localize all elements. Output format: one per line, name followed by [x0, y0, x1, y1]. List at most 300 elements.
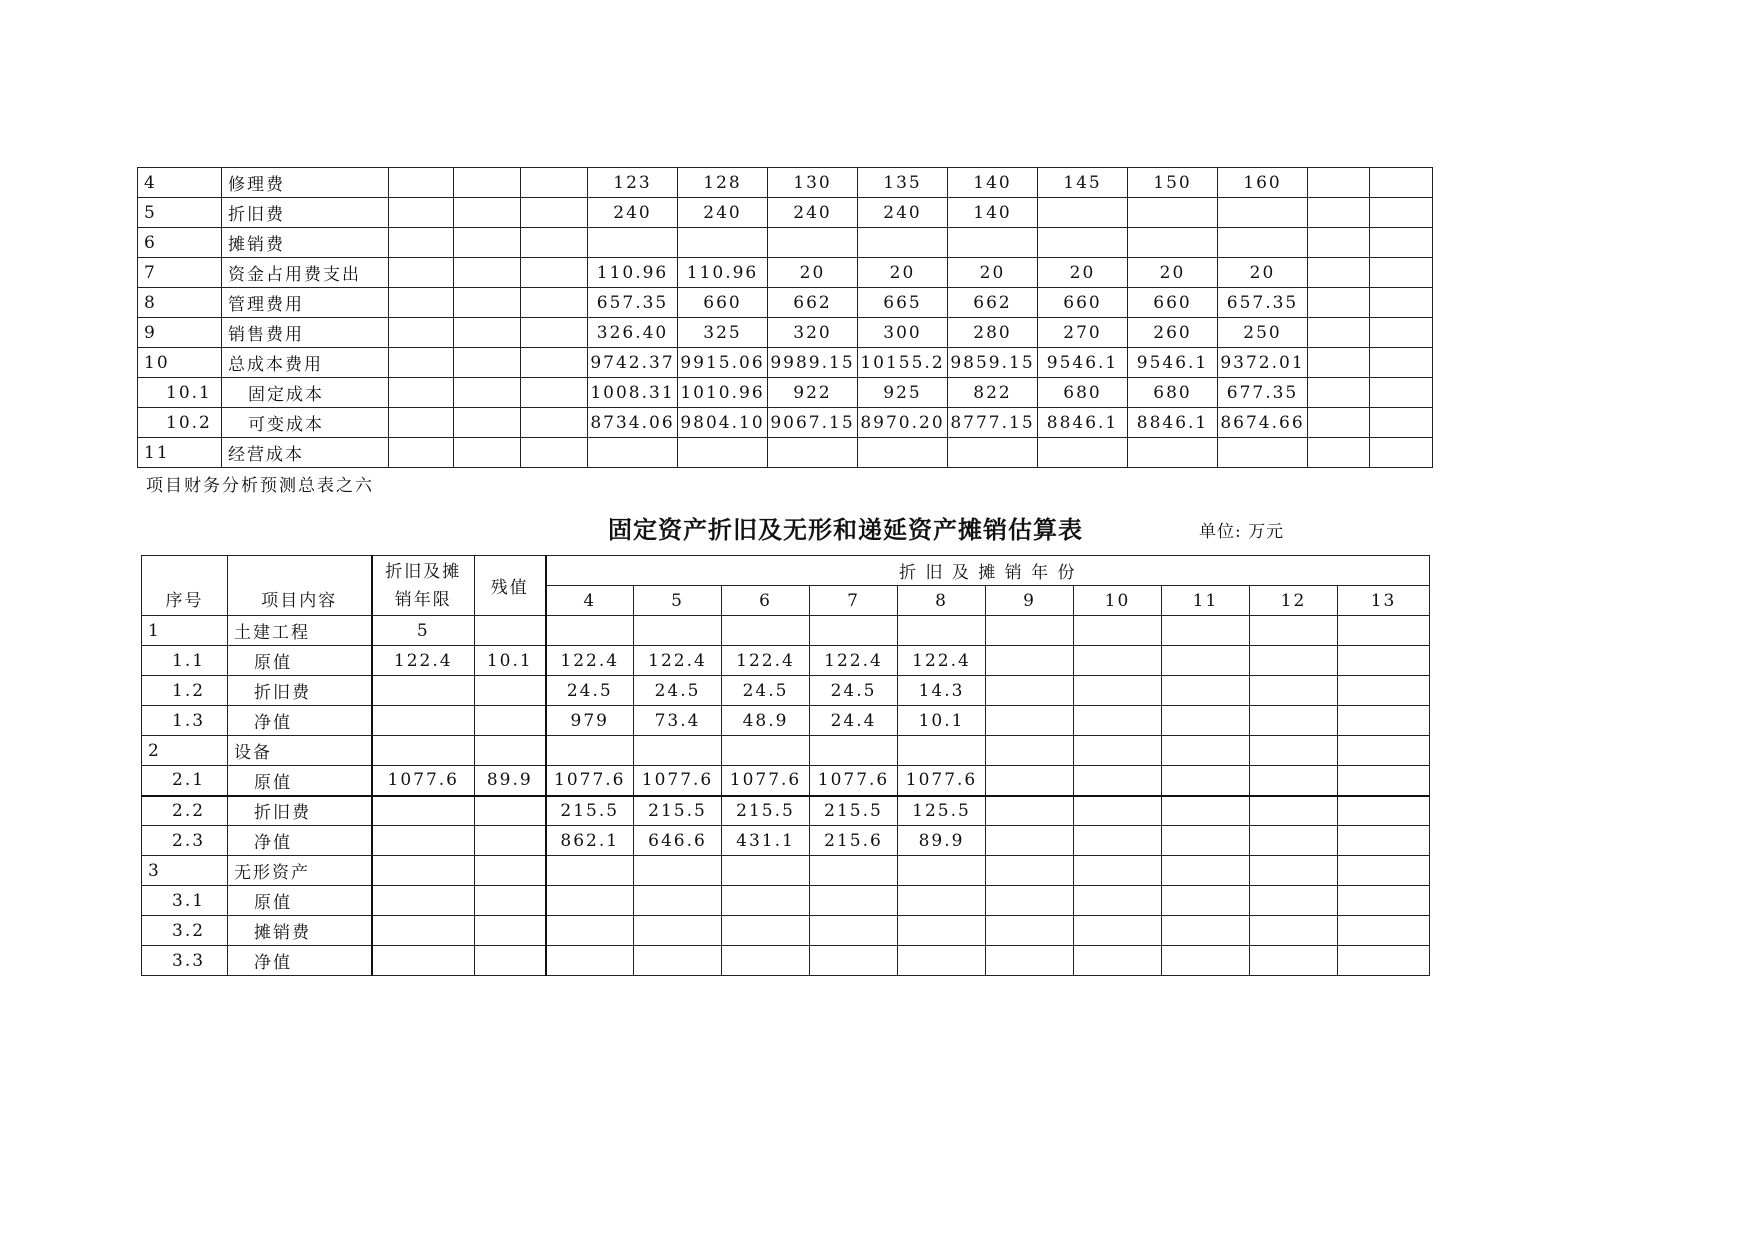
cost-table	[137, 167, 1433, 468]
value-cell: 150	[1128, 168, 1218, 198]
value-cell: 680	[1128, 378, 1218, 408]
value-cell	[986, 646, 1074, 676]
value-cell	[986, 796, 1074, 826]
value-cell	[1250, 736, 1338, 766]
value-cell	[546, 916, 634, 946]
empty-cell	[389, 228, 454, 258]
value-cell	[1162, 676, 1250, 706]
value-cell	[986, 616, 1074, 646]
value-cell: 20	[858, 258, 948, 288]
row-item: 销售费用	[222, 318, 389, 348]
row-item: 折旧费	[222, 198, 389, 228]
value-cell	[1074, 736, 1162, 766]
table-row	[138, 438, 1433, 468]
empty-cell	[1370, 288, 1433, 318]
value-cell: 24.5	[722, 676, 810, 706]
value-cell	[1338, 706, 1430, 736]
cost-table-body	[138, 168, 1433, 468]
empty-cell	[1308, 258, 1370, 288]
empty-cell	[521, 408, 588, 438]
value-cell: 215.5	[634, 796, 722, 826]
row-number: 3.1	[142, 886, 228, 916]
value-cell	[1250, 946, 1338, 976]
value-cell	[588, 228, 678, 258]
period-cell	[372, 946, 475, 976]
row-item: 设备	[228, 736, 372, 766]
value-cell	[546, 616, 634, 646]
year-header: 5	[634, 586, 722, 616]
period-cell	[372, 916, 475, 946]
row-item: 折旧费	[228, 676, 372, 706]
empty-cell	[1308, 348, 1370, 378]
value-cell: 24.5	[634, 676, 722, 706]
value-cell	[1338, 826, 1430, 856]
residual-cell	[475, 946, 546, 976]
header-period-line1: 折旧及摊	[385, 561, 462, 582]
value-cell: 862.1	[546, 826, 634, 856]
year-header: 9	[986, 586, 1074, 616]
value-cell: 14.3	[898, 676, 986, 706]
row-number: 3	[142, 856, 228, 886]
row-number: 1.1	[142, 646, 228, 676]
value-cell: 240	[588, 198, 678, 228]
value-cell	[858, 438, 948, 468]
value-cell	[1128, 438, 1218, 468]
empty-cell	[1308, 288, 1370, 318]
value-cell: 24.4	[810, 706, 898, 736]
empty-cell	[1308, 378, 1370, 408]
empty-cell	[1370, 378, 1433, 408]
year-header: 13	[1338, 586, 1430, 616]
value-cell: 8777.15	[948, 408, 1038, 438]
depreciation-table-body	[142, 616, 1430, 976]
header-item: 项目内容	[228, 556, 372, 616]
value-cell	[546, 736, 634, 766]
value-cell	[768, 438, 858, 468]
row-item: 经营成本	[222, 438, 389, 468]
period-cell: 122.4	[372, 646, 475, 676]
value-cell	[678, 228, 768, 258]
value-cell	[1250, 796, 1338, 826]
table-row	[142, 616, 1430, 646]
empty-cell	[1308, 318, 1370, 348]
empty-cell	[454, 348, 521, 378]
value-cell: 646.6	[634, 826, 722, 856]
header-period-line2: 销年限	[394, 589, 452, 610]
value-cell: 140	[948, 198, 1038, 228]
empty-cell	[1370, 438, 1433, 468]
value-cell: 9859.15	[948, 348, 1038, 378]
period-cell	[372, 706, 475, 736]
value-cell	[1338, 946, 1430, 976]
value-cell: 1008.31	[588, 378, 678, 408]
year-header: 6	[722, 586, 810, 616]
value-cell	[1074, 826, 1162, 856]
value-cell	[898, 616, 986, 646]
value-cell	[634, 736, 722, 766]
value-cell	[1162, 646, 1250, 676]
empty-cell	[1370, 348, 1433, 378]
value-cell: 8734.06	[588, 408, 678, 438]
value-cell	[1338, 616, 1430, 646]
value-cell	[1074, 946, 1162, 976]
value-cell	[634, 616, 722, 646]
value-cell: 240	[858, 198, 948, 228]
value-cell	[1338, 916, 1430, 946]
value-cell: 215.5	[722, 796, 810, 826]
value-cell: 9989.15	[768, 348, 858, 378]
empty-cell	[454, 228, 521, 258]
value-cell	[1338, 856, 1430, 886]
value-cell: 122.4	[898, 646, 986, 676]
value-cell	[1038, 228, 1128, 258]
table-row	[142, 736, 1430, 766]
value-cell	[810, 886, 898, 916]
value-cell: 657.35	[588, 288, 678, 318]
empty-cell	[454, 168, 521, 198]
row-item: 原值	[228, 886, 372, 916]
value-cell	[810, 916, 898, 946]
value-cell: 320	[768, 318, 858, 348]
value-cell	[546, 886, 634, 916]
value-cell: 110.96	[588, 258, 678, 288]
period-cell	[372, 736, 475, 766]
value-cell	[1074, 766, 1162, 796]
value-cell: 8846.1	[1128, 408, 1218, 438]
value-cell	[678, 438, 768, 468]
value-cell	[810, 736, 898, 766]
period-cell	[372, 796, 475, 826]
row-item: 原值	[228, 766, 372, 796]
value-cell	[722, 856, 810, 886]
header-no: 序号	[142, 556, 228, 616]
residual-cell	[475, 826, 546, 856]
value-cell	[1074, 916, 1162, 946]
empty-cell	[454, 198, 521, 228]
value-cell: 270	[1038, 318, 1128, 348]
value-cell: 122.4	[810, 646, 898, 676]
value-cell: 240	[678, 198, 768, 228]
value-cell	[1162, 916, 1250, 946]
row-number: 7	[138, 258, 222, 288]
empty-cell	[389, 168, 454, 198]
value-cell: 260	[1128, 318, 1218, 348]
period-cell	[372, 856, 475, 886]
table-row	[138, 258, 1433, 288]
value-cell: 280	[948, 318, 1038, 348]
value-cell: 979	[546, 706, 634, 736]
value-cell: 922	[768, 378, 858, 408]
table-row	[142, 856, 1430, 886]
year-header: 8	[898, 586, 986, 616]
empty-cell	[389, 378, 454, 408]
value-cell	[1162, 796, 1250, 826]
value-cell: 660	[1128, 288, 1218, 318]
row-number: 1.3	[142, 706, 228, 736]
year-header: 12	[1250, 586, 1338, 616]
empty-cell	[521, 258, 588, 288]
value-cell	[722, 916, 810, 946]
value-cell	[1250, 826, 1338, 856]
value-cell: 160	[1218, 168, 1308, 198]
value-cell: 9804.10	[678, 408, 768, 438]
row-number: 2.1	[142, 766, 228, 796]
year-header: 7	[810, 586, 898, 616]
row-number: 10	[138, 348, 222, 378]
row-item: 折旧费	[228, 796, 372, 826]
value-cell: 1077.6	[898, 766, 986, 796]
page-title: 固定资产折旧及无形和递延资产摊销估算表	[608, 515, 1083, 544]
empty-cell	[1370, 168, 1433, 198]
value-cell: 9546.1	[1038, 348, 1128, 378]
value-cell: 925	[858, 378, 948, 408]
value-cell	[986, 706, 1074, 736]
empty-cell	[1370, 258, 1433, 288]
row-number: 9	[138, 318, 222, 348]
value-cell: 122.4	[634, 646, 722, 676]
value-cell: 110.96	[678, 258, 768, 288]
table-row	[138, 198, 1433, 228]
value-cell	[722, 946, 810, 976]
value-cell	[1338, 886, 1430, 916]
period-cell	[372, 676, 475, 706]
row-number: 6	[138, 228, 222, 258]
period-cell	[372, 886, 475, 916]
value-cell	[948, 438, 1038, 468]
value-cell: 250	[1218, 318, 1308, 348]
value-cell	[898, 946, 986, 976]
value-cell	[1162, 886, 1250, 916]
value-cell	[1074, 706, 1162, 736]
value-cell	[634, 886, 722, 916]
row-item: 管理费用	[222, 288, 389, 318]
year-header: 11	[1162, 586, 1250, 616]
header-row	[142, 556, 1430, 586]
value-cell	[1218, 198, 1308, 228]
header-period	[372, 556, 475, 616]
value-cell: 24.5	[546, 676, 634, 706]
row-item: 总成本费用	[222, 348, 389, 378]
value-cell	[1162, 946, 1250, 976]
empty-cell	[521, 168, 588, 198]
value-cell	[768, 228, 858, 258]
value-cell	[1250, 616, 1338, 646]
value-cell	[1338, 646, 1430, 676]
value-cell	[1218, 438, 1308, 468]
empty-cell	[454, 288, 521, 318]
value-cell: 20	[1128, 258, 1218, 288]
value-cell: 9372.01	[1218, 348, 1308, 378]
value-cell: 9742.37	[588, 348, 678, 378]
row-number: 10.2	[138, 408, 222, 438]
row-item: 固定成本	[222, 378, 389, 408]
value-cell	[986, 766, 1074, 796]
value-cell: 662	[948, 288, 1038, 318]
value-cell	[948, 228, 1038, 258]
year-header: 10	[1074, 586, 1162, 616]
empty-cell	[521, 228, 588, 258]
value-cell: 680	[1038, 378, 1128, 408]
value-cell	[1074, 646, 1162, 676]
table-row	[142, 946, 1430, 976]
table-row	[142, 766, 1430, 796]
table-row	[138, 348, 1433, 378]
row-number: 1	[142, 616, 228, 646]
residual-cell	[475, 616, 546, 646]
value-cell	[858, 228, 948, 258]
table-row	[142, 886, 1430, 916]
row-number: 3.2	[142, 916, 228, 946]
value-cell	[1338, 676, 1430, 706]
value-cell: 1010.96	[678, 378, 768, 408]
value-cell	[1218, 228, 1308, 258]
value-cell: 657.35	[1218, 288, 1308, 318]
value-cell: 1077.6	[546, 766, 634, 796]
value-cell	[1074, 856, 1162, 886]
row-item: 资金占用费支出	[222, 258, 389, 288]
table-row	[142, 916, 1430, 946]
value-cell	[1038, 438, 1128, 468]
value-cell	[722, 736, 810, 766]
value-cell	[1250, 766, 1338, 796]
value-cell	[1128, 228, 1218, 258]
period-cell: 1077.6	[372, 766, 475, 796]
empty-cell	[1370, 228, 1433, 258]
row-item: 净值	[228, 946, 372, 976]
residual-cell	[475, 706, 546, 736]
value-cell: 20	[1038, 258, 1128, 288]
value-cell	[986, 916, 1074, 946]
value-cell	[1162, 856, 1250, 886]
value-cell	[986, 946, 1074, 976]
row-number: 3.3	[142, 946, 228, 976]
table-row	[138, 378, 1433, 408]
value-cell: 1077.6	[722, 766, 810, 796]
value-cell: 215.5	[546, 796, 634, 826]
empty-cell	[521, 378, 588, 408]
value-cell: 89.9	[898, 826, 986, 856]
value-cell	[1074, 676, 1162, 706]
value-cell	[898, 916, 986, 946]
value-cell	[1162, 826, 1250, 856]
row-number: 2	[142, 736, 228, 766]
row-item: 可变成本	[222, 408, 389, 438]
value-cell	[722, 616, 810, 646]
value-cell: 326.40	[588, 318, 678, 348]
value-cell: 677.35	[1218, 378, 1308, 408]
empty-cell	[521, 288, 588, 318]
row-number: 10.1	[138, 378, 222, 408]
value-cell	[986, 886, 1074, 916]
value-cell: 300	[858, 318, 948, 348]
period-cell: 5	[372, 616, 475, 646]
row-item: 摊销费	[228, 916, 372, 946]
empty-cell	[389, 198, 454, 228]
table-row	[142, 646, 1430, 676]
value-cell	[898, 736, 986, 766]
empty-cell	[1370, 408, 1433, 438]
value-cell	[986, 676, 1074, 706]
value-cell: 135	[858, 168, 948, 198]
value-cell: 660	[1038, 288, 1128, 318]
value-cell	[1162, 766, 1250, 796]
value-cell: 822	[948, 378, 1038, 408]
residual-cell	[475, 886, 546, 916]
value-cell	[1074, 616, 1162, 646]
value-cell	[1162, 616, 1250, 646]
header-years-group: 折 旧 及 摊 销 年 份	[546, 556, 1430, 586]
empty-cell	[454, 318, 521, 348]
value-cell: 215.5	[810, 796, 898, 826]
value-cell: 240	[768, 198, 858, 228]
row-number: 11	[138, 438, 222, 468]
value-cell	[898, 886, 986, 916]
value-cell: 140	[948, 168, 1038, 198]
value-cell: 662	[768, 288, 858, 318]
value-cell	[1162, 736, 1250, 766]
value-cell: 9915.06	[678, 348, 768, 378]
row-item: 净值	[228, 826, 372, 856]
value-cell	[1074, 886, 1162, 916]
value-cell	[1250, 886, 1338, 916]
value-cell: 24.5	[810, 676, 898, 706]
empty-cell	[1370, 318, 1433, 348]
header-residual: 残值	[475, 556, 546, 616]
empty-cell	[389, 438, 454, 468]
row-number: 4	[138, 168, 222, 198]
value-cell: 325	[678, 318, 768, 348]
empty-cell	[454, 438, 521, 468]
empty-cell	[389, 408, 454, 438]
value-cell: 20	[948, 258, 1038, 288]
value-cell: 125.5	[898, 796, 986, 826]
empty-cell	[454, 408, 521, 438]
empty-cell	[1370, 198, 1433, 228]
value-cell	[634, 916, 722, 946]
value-cell	[986, 736, 1074, 766]
value-cell	[588, 438, 678, 468]
value-cell	[634, 856, 722, 886]
residual-cell	[475, 736, 546, 766]
value-cell	[722, 886, 810, 916]
row-number: 1.2	[142, 676, 228, 706]
value-cell: 73.4	[634, 706, 722, 736]
period-cell	[372, 826, 475, 856]
table-row	[138, 288, 1433, 318]
residual-cell: 89.9	[475, 766, 546, 796]
value-cell	[1338, 796, 1430, 826]
value-cell	[1250, 916, 1338, 946]
unit-label: 单位: 万元	[1199, 522, 1285, 542]
residual-cell	[475, 916, 546, 946]
value-cell: 8970.20	[858, 408, 948, 438]
empty-cell	[454, 258, 521, 288]
table-row	[138, 168, 1433, 198]
residual-cell	[475, 676, 546, 706]
row-item: 摊销费	[222, 228, 389, 258]
value-cell: 1077.6	[810, 766, 898, 796]
value-cell	[1128, 198, 1218, 228]
row-item: 土建工程	[228, 616, 372, 646]
value-cell: 431.1	[722, 826, 810, 856]
value-cell: 128	[678, 168, 768, 198]
empty-cell	[521, 198, 588, 228]
value-cell: 1077.6	[634, 766, 722, 796]
value-cell	[1038, 198, 1128, 228]
empty-cell	[389, 288, 454, 318]
empty-cell	[1308, 438, 1370, 468]
value-cell: 9546.1	[1128, 348, 1218, 378]
